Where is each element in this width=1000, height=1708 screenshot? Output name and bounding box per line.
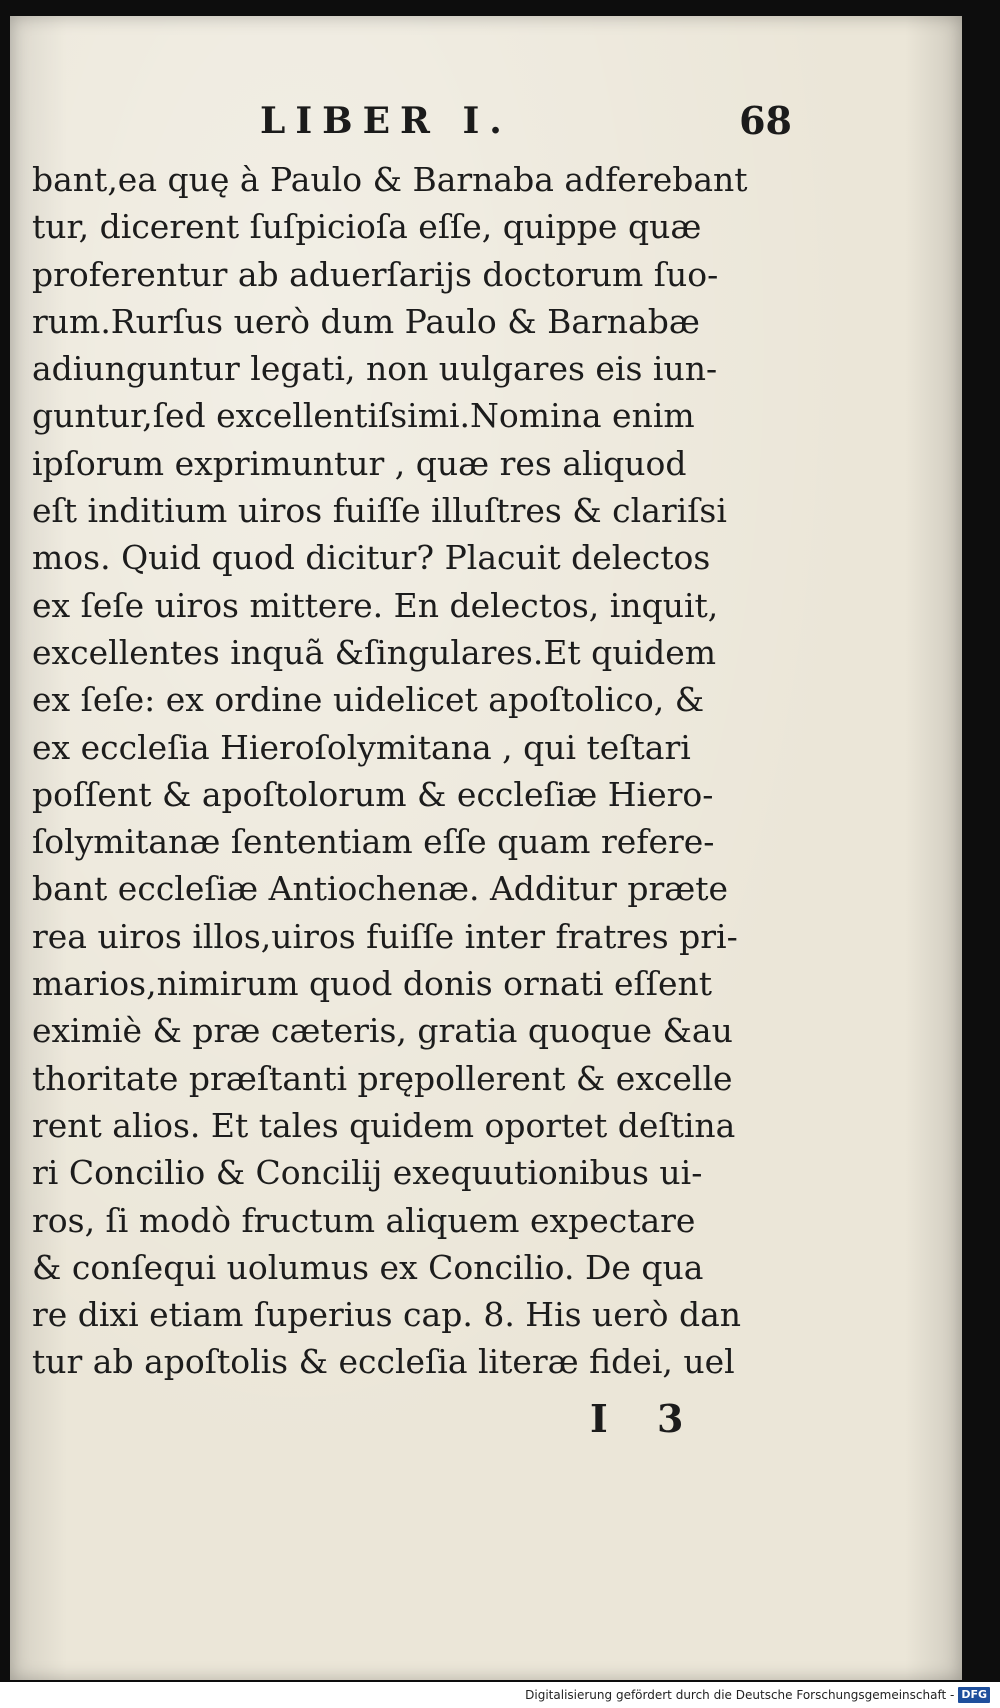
text-line: rea uiros illos,uiros fuiſſe inter fratres pri- (32, 916, 738, 956)
text-line: ri Concilio & Concilij exequutionibus ui- (32, 1153, 703, 1193)
text-line: ipſorum exprimuntur , quæ res aliquod (32, 443, 687, 483)
text-line: tur, dicerent ſuſpicioſa eſſe, quippe quæ (32, 207, 702, 247)
page-header (10, 86, 962, 146)
footer-strip (0, 1682, 1000, 1708)
text-line: thoritate præſtanti prępollerent & excelle (32, 1058, 733, 1098)
footer-credit (525, 1686, 990, 1704)
text-line: ex ſeſe: ex ordine uidelicet apoſtolico, & (32, 680, 705, 720)
text-line: rent alios. Et tales quidem oportet deſtina (32, 1105, 736, 1145)
text-line: rum.Rurſus uerò dum Paulo & Barnabæ (32, 301, 700, 341)
text-line: excellentes inquã &ſingulares.Et quidem (32, 632, 717, 672)
text-line: ex ſeſe uiros mittere. En delectos, inquit, (32, 585, 719, 625)
text-line: tur ab apoſtolis & eccleſia literæ fidei, uel (32, 1342, 735, 1382)
text-line: eſt inditium uiros fuiſſe illuſtres & clariſsi (32, 491, 727, 531)
text-line: ſolymitanæ ſententiam eſſe quam refere- (32, 822, 715, 862)
text-line: ros, ſi modò fructum aliquem expectare (32, 1200, 696, 1240)
text-line: adiunguntur legati, non uulgares eis iun- (32, 349, 718, 389)
text-line: proferentur ab aduerſarijs doctorum ſuo- (32, 254, 719, 294)
text-line: bant eccleſiæ Antiochenæ. Additur præte (32, 869, 729, 909)
text-line: & conſequi uolumus ex Concilio. De qua (32, 1247, 704, 1287)
text-line: bant,ea quę à Paulo & Barnaba adferebant (32, 160, 748, 199)
running-head: LIBER I. (260, 100, 512, 142)
text-line: marios,nimirum quod donis ornati eſſent (32, 964, 713, 1004)
signature-mark: I 3 (590, 1396, 702, 1441)
body-text (32, 156, 792, 1386)
funding-credit-text: Digitalisierung gefördert durch die Deutsche Forschungsgemeinschaft - (525, 1688, 955, 1702)
text-line: guntur,ſed excellentiſsimi.Nomina enim (32, 396, 695, 436)
page-number: 68 (739, 98, 792, 143)
text-line: poſſent & apoſtolorum & eccleſiæ Hiero- (32, 774, 714, 814)
text-line: eximiè & præ cæteris, gratia quoque &au (32, 1011, 733, 1051)
book-page (10, 16, 962, 1680)
text-line: ex eccleſia Hieroſolymitana , qui teſtari (32, 727, 691, 767)
text-line: re dixi etiam ſuperius cap. 8. His uerò dan (32, 1295, 742, 1335)
dfg-logo: DFG (958, 1687, 990, 1703)
text-line: mos. Quid quod dicitur? Placuit delectos (32, 538, 711, 578)
